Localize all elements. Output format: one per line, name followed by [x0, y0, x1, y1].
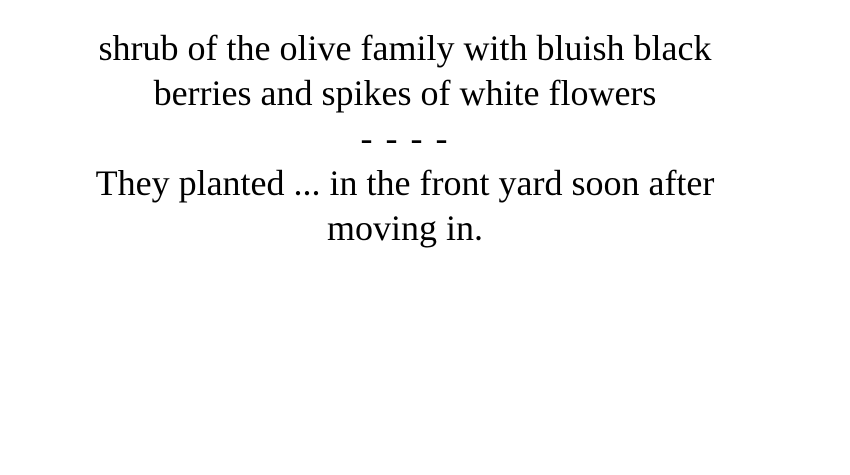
example-sentence: [0, 161, 810, 251]
definition-text: [0, 26, 810, 116]
example-line-2: moving in.: [326, 208, 483, 248]
definition-line-1: shrub of the olive family with bluish black: [98, 28, 712, 68]
separator: - - - -: [360, 118, 450, 158]
definition-line-2: berries and spikes of white flowers: [153, 73, 657, 113]
example-line-1: They planted ... in the front yard soon after: [95, 163, 715, 203]
